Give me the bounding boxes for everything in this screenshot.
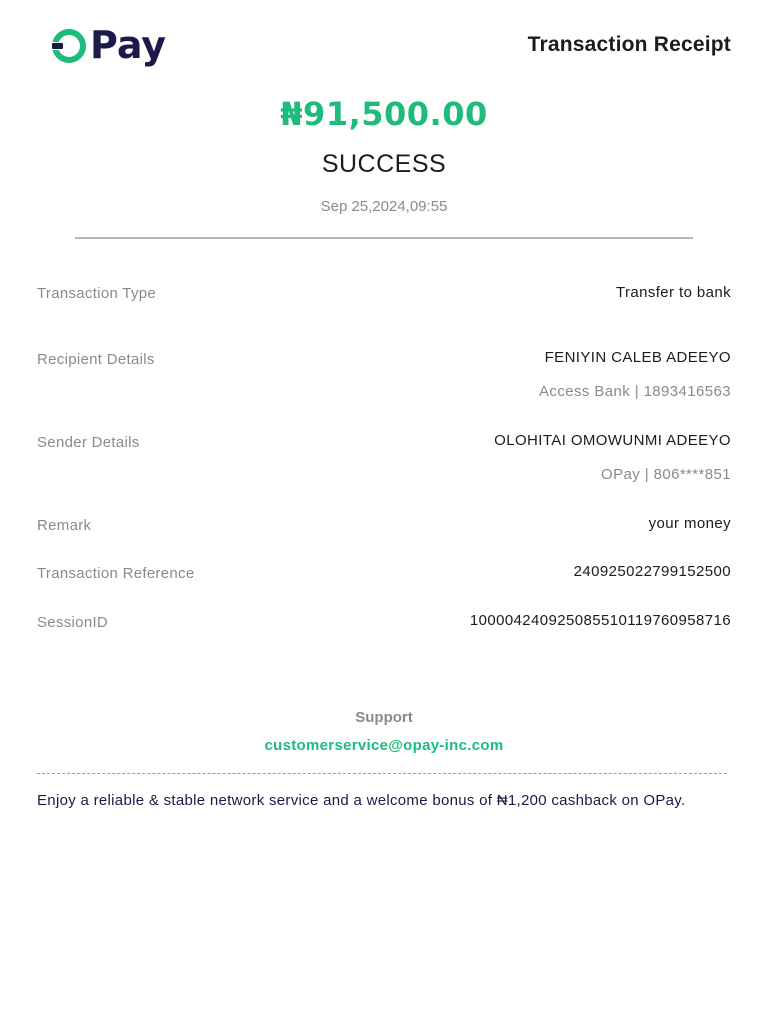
reference-label: Transaction Reference <box>37 565 195 582</box>
logo-wordmark: Pay <box>90 23 167 67</box>
session-label: SessionID <box>37 614 109 631</box>
sender-bank: OPay | 806****851 <box>601 466 731 483</box>
reference-value: 240925022799152500 <box>573 563 731 580</box>
remark-value: your money <box>648 515 731 532</box>
support-email-link[interactable]: customerservice@opay-inc.com <box>264 737 504 754</box>
transaction-amount: ₦91,500.00 <box>280 95 488 133</box>
session-value: 100004240925085510119760958716 <box>469 612 731 629</box>
recipient-label: Recipient Details <box>37 351 155 368</box>
recipient-bank: Access Bank | 1893416563 <box>539 383 731 400</box>
opay-logo <box>50 23 167 67</box>
transaction-type-label: Transaction Type <box>37 285 157 302</box>
promo-divider <box>37 773 727 774</box>
transaction-status: SUCCESS <box>321 150 447 178</box>
summary-divider <box>75 237 693 239</box>
transaction-type-value: Transfer to bank <box>615 284 731 301</box>
sender-label: Sender Details <box>37 434 140 451</box>
opay-o-icon <box>50 27 88 65</box>
promo-text: Enjoy a reliable & stable network service and a welcome bonus of ₦1,200 cashback on OPay. <box>37 792 686 809</box>
transaction-datetime: Sep 25,2024,09:55 <box>320 198 448 215</box>
receipt-header <box>0 0 768 90</box>
recipient-name: FENIYIN CALEB ADEEYO <box>544 349 731 366</box>
remark-label: Remark <box>37 517 92 534</box>
support-label: Support <box>355 709 413 726</box>
page-title: Transaction Receipt <box>527 33 731 56</box>
sender-name: OLOHITAI OMOWUNMI ADEEYO <box>494 432 731 449</box>
